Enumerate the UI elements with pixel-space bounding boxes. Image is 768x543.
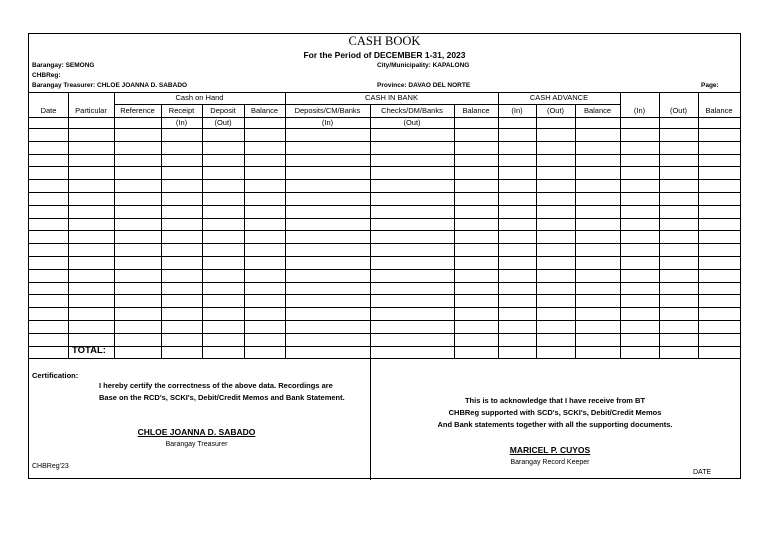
column-header: (Out): [669, 106, 688, 115]
column-rule: [68, 92, 69, 104]
record-keeper-signatory: MARICEL P. CUYOS: [509, 445, 591, 455]
cash-in-bank-header: CASH IN BANK: [365, 93, 418, 102]
treasurer-position: Barangay Treasurer: [165, 441, 228, 448]
checks-dm-out-label: (Out): [403, 118, 421, 127]
row-rule: [29, 333, 740, 334]
treasurer-label: Barangay Treasurer: CHLOE JOANNA D. SABADO: [32, 82, 188, 89]
group-header-rule: [114, 104, 620, 105]
acknowledgment-line-1: This is to acknowledge that I have receive from BT: [464, 396, 646, 405]
column-rule: [659, 92, 660, 104]
column-header: Checks/DM/Banks: [381, 106, 443, 115]
column-header: Deposit: [210, 106, 236, 115]
period-label: For the Period of DECEMBER 1-31, 2023: [303, 50, 466, 60]
receipt-in-label: (In): [175, 118, 188, 127]
total-label: TOTAL:: [72, 345, 106, 356]
row-rule: [29, 307, 740, 308]
column-rule: [285, 92, 286, 358]
row-rule: [29, 243, 740, 244]
certification-line-1: I hereby certify the correctness of the above data. Recordings are: [99, 381, 333, 390]
column-header: Deposits/CM/Banks: [294, 106, 361, 115]
column-header: Reference: [120, 106, 155, 115]
column-header: Balance: [705, 106, 733, 115]
column-rule: [114, 92, 115, 358]
certification-label: Certification:: [32, 371, 79, 380]
column-header: Particular: [75, 106, 107, 115]
row-rule: [29, 141, 740, 142]
row-rule: [29, 205, 740, 206]
treasurer-signatory: CHLOE JOANNA D. SABADO: [137, 427, 256, 437]
row-rule: [29, 282, 740, 283]
acknowledgment-line-3: And Bank statements together with all the supporting documents.: [437, 420, 673, 429]
barangay-label: Barangay: SEMONG: [32, 62, 95, 69]
deposits-cm-in-label: (In): [321, 118, 334, 127]
column-rule: [575, 104, 576, 358]
row-rule: [29, 294, 740, 295]
row-rule: [29, 269, 740, 270]
column-rule: [498, 92, 499, 358]
row-rule: [29, 320, 740, 321]
column-header: (In): [511, 106, 523, 115]
subheader-rule: [29, 128, 740, 129]
column-rule: [244, 104, 245, 358]
page-label: Page:: [701, 82, 719, 89]
column-rule: [161, 104, 162, 358]
province-label: Province: DAVAO DEL NORTE: [377, 82, 471, 89]
column-header: Balance: [583, 106, 612, 115]
column-header: (In): [633, 106, 646, 115]
record-keeper-position: Barangay Record Keeper: [510, 459, 590, 466]
column-header: (Out): [546, 106, 565, 115]
cash-advance-header: CASH ADVANCE: [529, 93, 589, 102]
acknowledgment-line-2: CHBReg supported with SCD's, SCKI's, Debit/Credit Memos: [448, 408, 662, 417]
cash-book-sheet: [28, 33, 741, 479]
column-header: Balance: [250, 106, 279, 115]
column-rule: [536, 104, 537, 358]
document-title: CASH BOOK: [348, 34, 421, 48]
row-rule: [29, 230, 740, 231]
city-label: City/Municipality: KAPALONG: [377, 62, 470, 69]
column-rule: [620, 92, 621, 358]
column-header: Date: [40, 106, 57, 115]
column-header: Balance: [462, 106, 490, 115]
column-rule: [68, 104, 69, 358]
column-rule: [698, 104, 699, 358]
column-rule: [370, 104, 371, 358]
certification-line-2: Base on the RCD's, SCKI's, Debit/Credit Memos and Bank Statement.: [99, 393, 345, 402]
column-rule: [202, 104, 203, 358]
row-rule: [29, 154, 740, 155]
column-rule: [454, 104, 455, 358]
column-rule: [698, 92, 699, 104]
deposit-out-label: (Out): [214, 118, 232, 127]
column-header: Receipt: [168, 106, 195, 115]
row-rule: [29, 358, 740, 359]
row-rule: [29, 166, 740, 167]
row-rule: [29, 192, 740, 193]
row-rule: [29, 346, 740, 347]
cash-on-hand-header: Cash on Hand: [175, 93, 224, 102]
chbreg-label: CHBReg:: [32, 72, 61, 79]
row-rule: [29, 256, 740, 257]
row-rule: [29, 218, 740, 219]
date-label: DATE: [693, 469, 712, 476]
column-rule: [659, 104, 660, 358]
form-code: CHBReg'23: [32, 463, 69, 470]
row-rule: [29, 179, 740, 180]
